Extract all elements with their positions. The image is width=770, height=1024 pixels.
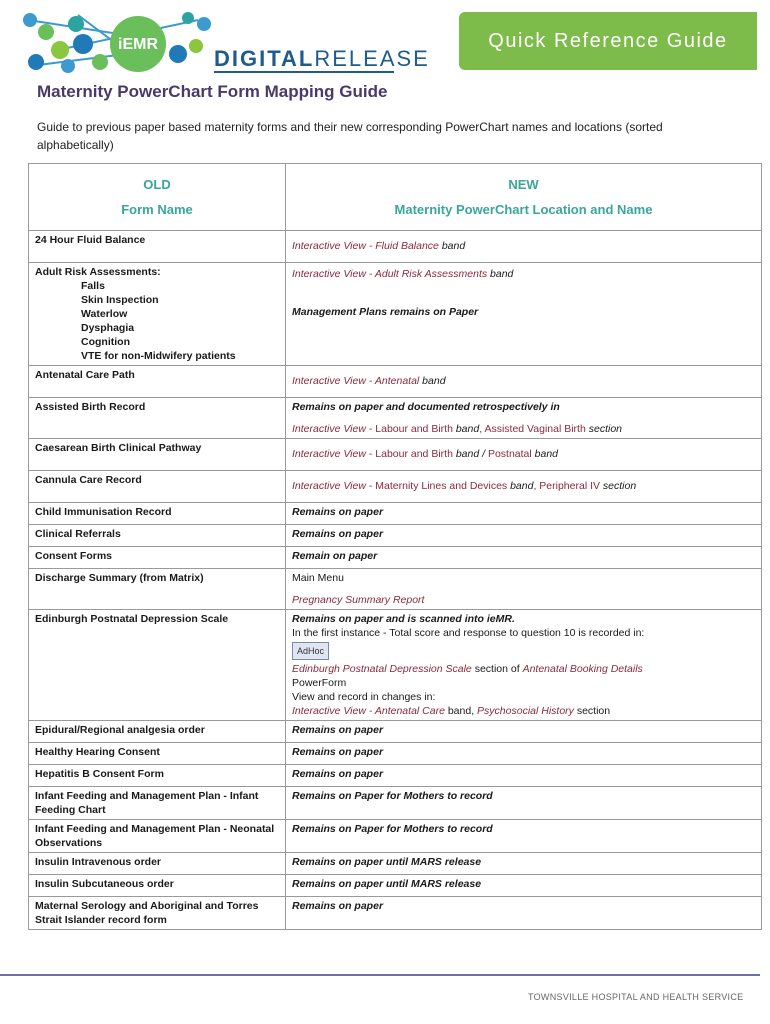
table-row xyxy=(29,853,762,875)
logo-iemr-text: iEMR xyxy=(118,36,158,53)
form-name: 24 Hour Fluid Balance xyxy=(29,231,286,263)
form-name: Healthy Hearing Consent xyxy=(29,743,286,765)
logo-release-text: DIGITALRELEASE xyxy=(214,46,430,71)
new-location: Remains on paper xyxy=(286,897,762,930)
new-location: Remains on Paper for Mothers to record xyxy=(286,820,762,853)
form-name: Clinical Referrals xyxy=(29,525,286,547)
table-row xyxy=(29,721,762,743)
new-location: Interactive View - Maternity Lines and Devices band, Peripheral IV section xyxy=(286,471,762,503)
form-name: Cannula Care Record xyxy=(29,471,286,503)
mapping-table xyxy=(28,163,762,930)
new-location: Remains on Paper for Mothers to record xyxy=(286,787,762,820)
form-name: Edinburgh Postnatal Depression Scale xyxy=(29,610,286,721)
table-row xyxy=(29,231,762,263)
table-row xyxy=(29,471,762,503)
table-row xyxy=(29,569,762,610)
table-row xyxy=(29,439,762,471)
new-location: Remains on paper xyxy=(286,503,762,525)
new-location: Interactive View - Adult Risk Assessments band Management Plans remains on Paper xyxy=(286,263,762,366)
form-name: Hepatitis B Consent Form xyxy=(29,765,286,787)
table-row xyxy=(29,610,762,721)
table-row xyxy=(29,398,762,439)
table-row xyxy=(29,366,762,398)
adhoc-button[interactable]: AdHoc xyxy=(292,642,329,660)
intro-text: Guide to previous paper based maternity forms and their new corresponding PowerChart names and locations (sorted alphabetically) xyxy=(37,120,663,152)
new-location: Main Menu Pregnancy Summary Report xyxy=(286,569,762,610)
table-row xyxy=(29,787,762,820)
form-name: Discharge Summary (from Matrix) xyxy=(29,569,286,610)
form-name: Infant Feeding and Management Plan - Infant Feeding Chart xyxy=(29,787,286,820)
form-name: Maternal Serology and Aboriginal and Torres Strait Islander record form xyxy=(29,897,286,930)
form-name: Consent Forms xyxy=(29,547,286,569)
iemr-digital-release-logo xyxy=(18,10,430,76)
form-name: Insulin Subcutaneous order xyxy=(29,875,286,897)
table-row xyxy=(29,525,762,547)
table-row xyxy=(29,875,762,897)
form-name: Infant Feeding and Management Plan - Neonatal Observations xyxy=(29,820,286,853)
new-location: Interactive View - Fluid Balance band xyxy=(286,231,762,263)
table-row xyxy=(29,820,762,853)
form-name: Caesarean Birth Clinical Pathway xyxy=(29,439,286,471)
new-location: Interactive View - Labour and Birth band / Postnatal band xyxy=(286,439,762,471)
table-row xyxy=(29,547,762,569)
quick-reference-banner: Quick Reference Guide xyxy=(459,12,757,70)
table-row xyxy=(29,743,762,765)
new-location: Remains on paper until MARS release xyxy=(286,853,762,875)
table-row xyxy=(29,897,762,930)
table-row xyxy=(29,263,762,366)
new-location: Remains on paper xyxy=(286,721,762,743)
new-location: Remains on paper and documented retrospectively in Interactive View - Labour and Birth band, Assisted Vaginal Birth section xyxy=(286,398,762,439)
table-row xyxy=(29,765,762,787)
form-name: Child Immunisation Record xyxy=(29,503,286,525)
form-name: Assisted Birth Record xyxy=(29,398,286,439)
new-location: Interactive View - Antenatal band xyxy=(286,366,762,398)
form-name: Adult Risk Assessments: Falls Skin Inspection Waterlow Dysphagia Cognition VTE for non-Midwifery patients xyxy=(29,263,286,366)
table-header-row xyxy=(29,164,762,231)
footer-divider xyxy=(0,974,760,976)
new-location: Remains on paper xyxy=(286,743,762,765)
new-column-header: NEW Maternity PowerChart Location and Name xyxy=(286,164,762,231)
new-location: Remains on paper until MARS release xyxy=(286,875,762,897)
old-column-header: OLD Form Name xyxy=(29,164,286,231)
new-location: Remains on paper xyxy=(286,765,762,787)
footer-organisation: TOWNSVILLE HOSPITAL AND HEALTH SERVICE xyxy=(528,992,744,1002)
new-location: Remains on paper and is scanned into ieMR. In the first instance - Total score and response to question 10 is recorded in: AdHoc Edinburgh Postnatal Depression Scale section of Antenatal Booking Details PowerForm View and record in changes in: Interactive View - Antenatal Care band, Psychosocial History section xyxy=(286,610,762,721)
table-row xyxy=(29,503,762,525)
form-name: Antenatal Care Path xyxy=(29,366,286,398)
form-name: Insulin Intravenous order xyxy=(29,853,286,875)
form-name: Epidural/Regional analgesia order xyxy=(29,721,286,743)
page-title: Maternity PowerChart Form Mapping Guide xyxy=(37,82,388,101)
new-location: Remain on paper xyxy=(286,547,762,569)
new-location: Remains on paper xyxy=(286,525,762,547)
